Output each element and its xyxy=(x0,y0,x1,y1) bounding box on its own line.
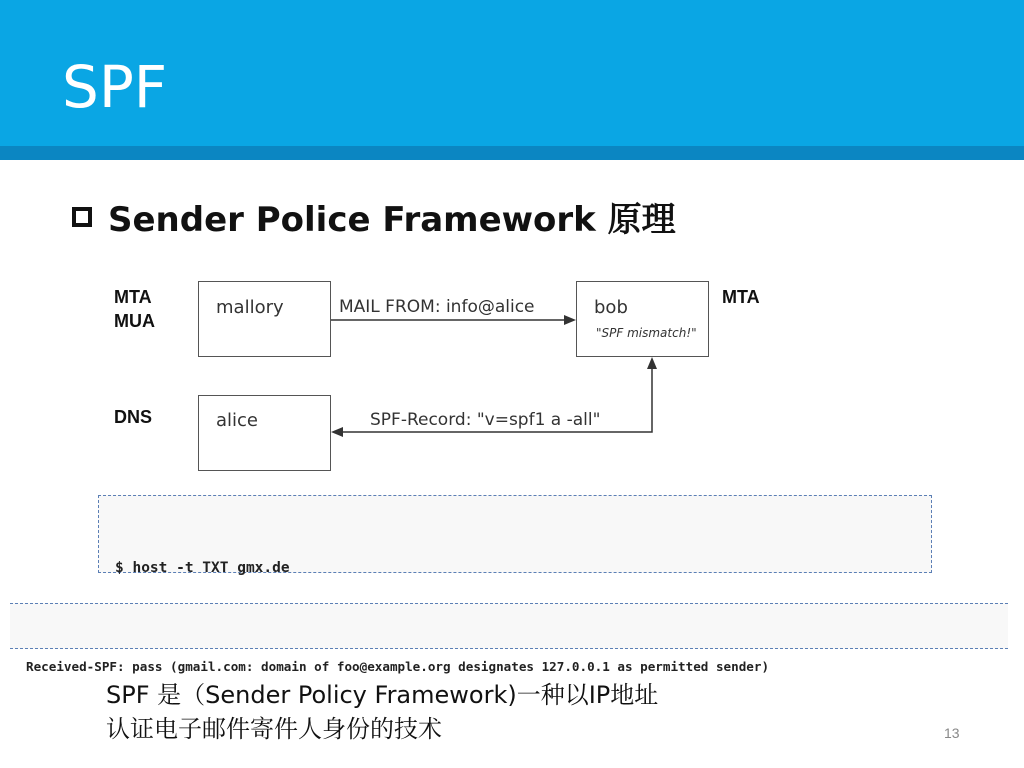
arrowhead-spf-record-left xyxy=(331,427,343,437)
host-command-output xyxy=(98,495,932,576)
slide-title: SPF xyxy=(62,53,168,121)
edge-label-mail-from: MAIL FROM: info@alice xyxy=(339,297,535,317)
label-mta-left: MTA xyxy=(114,287,152,307)
footer-line: SPF 是（Sender Policy Framework)一种以IP地址 xyxy=(106,681,659,709)
footer-description xyxy=(106,678,658,746)
node-alice-label: alice xyxy=(216,410,259,431)
footer-line: 认证电子邮件寄件人身份的技术 xyxy=(106,715,442,743)
code-line: $ host -t TXT gmx.de xyxy=(115,560,290,576)
node-bob-note: "SPF mismatch!" xyxy=(596,326,697,340)
bullet-heading-text: Sender Police Framework 原理 xyxy=(108,200,676,240)
edge-label-spf-record: SPF-Record: "v=spf1 a -all" xyxy=(370,410,601,430)
node-mallory-label: mallory xyxy=(216,297,284,318)
code-line: Received-SPF: pass (gmail.com: domain of foo@example.org designates 127.0.0.1 as permitted sender) xyxy=(26,659,770,674)
label-mua: MUA xyxy=(114,311,155,331)
arrowhead-mail-from xyxy=(564,315,576,325)
node-bob-label: bob xyxy=(594,297,628,318)
label-mta-right: MTA xyxy=(722,287,760,307)
label-dns: DNS xyxy=(114,407,153,427)
received-spf-header xyxy=(10,603,1008,674)
page-number: 13 xyxy=(944,725,960,741)
arrowhead-spf-record-up xyxy=(647,357,657,369)
